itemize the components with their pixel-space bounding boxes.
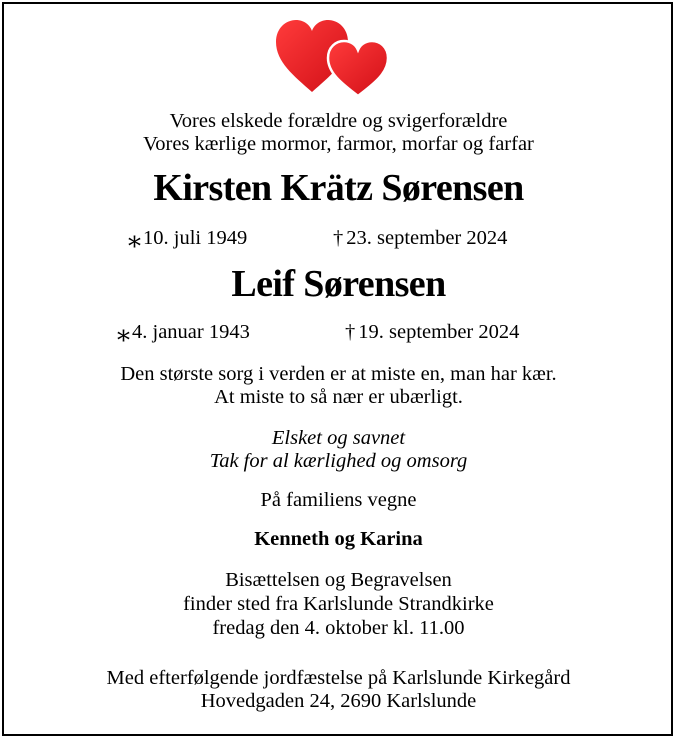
family-label: På familiens vegne	[260, 489, 417, 511]
verse-line-2: At miste to så nær er ubærligt.	[214, 386, 463, 408]
person1-birth	[128, 225, 247, 252]
star-icon: ⁎	[128, 224, 141, 253]
person1-birth-date: 10. juli 1949	[143, 227, 248, 249]
intro-line-2: Vores kærlige mormor, farmor, morfar og farfar	[143, 133, 534, 155]
cross-icon: †	[333, 227, 344, 249]
two-hearts-icon	[272, 14, 400, 98]
farewell-line-1: Elsket og savnet	[271, 427, 406, 449]
person2-death-date: 19. september 2024	[358, 321, 520, 343]
intro-line-1: Vores elskede forældre og svigerforældre	[169, 110, 508, 132]
ceremony-line-1: Bisættelsen og Begravelsen	[225, 569, 452, 591]
person1-death-date: 23. september 2024	[346, 227, 508, 249]
family-names: Kenneth og Karina	[254, 528, 423, 550]
star-icon: ⁎	[117, 318, 130, 347]
small-heart	[328, 41, 388, 96]
person2-dates	[0, 319, 677, 345]
person1-death	[333, 225, 507, 251]
verse-line-1: Den største sorg i verden er at miste en, man har kær.	[120, 363, 557, 385]
person1-name: Kirsten Krätz Sørensen	[153, 167, 524, 209]
burial-line-1: Med efterfølgende jordfæstelse på Karlslunde Kirkegård	[106, 667, 571, 689]
person1-dates	[0, 225, 677, 251]
ceremony-line-3: fredag den 4. oktober kl. 11.00	[212, 617, 465, 639]
burial-line-2: Hovedgaden 24, 2690 Karlslunde	[200, 690, 477, 712]
cross-icon: †	[345, 321, 356, 343]
farewell-line-2: Tak for al kærlighed og omsorg	[209, 450, 468, 472]
person2-birth-date: 4. januar 1943	[132, 321, 250, 343]
person2-birth	[117, 319, 250, 346]
person2-death	[345, 319, 519, 345]
ceremony-line-2: finder sted fra Karlslunde Strandkirke	[183, 593, 494, 615]
person2-name: Leif Sørensen	[231, 263, 446, 305]
